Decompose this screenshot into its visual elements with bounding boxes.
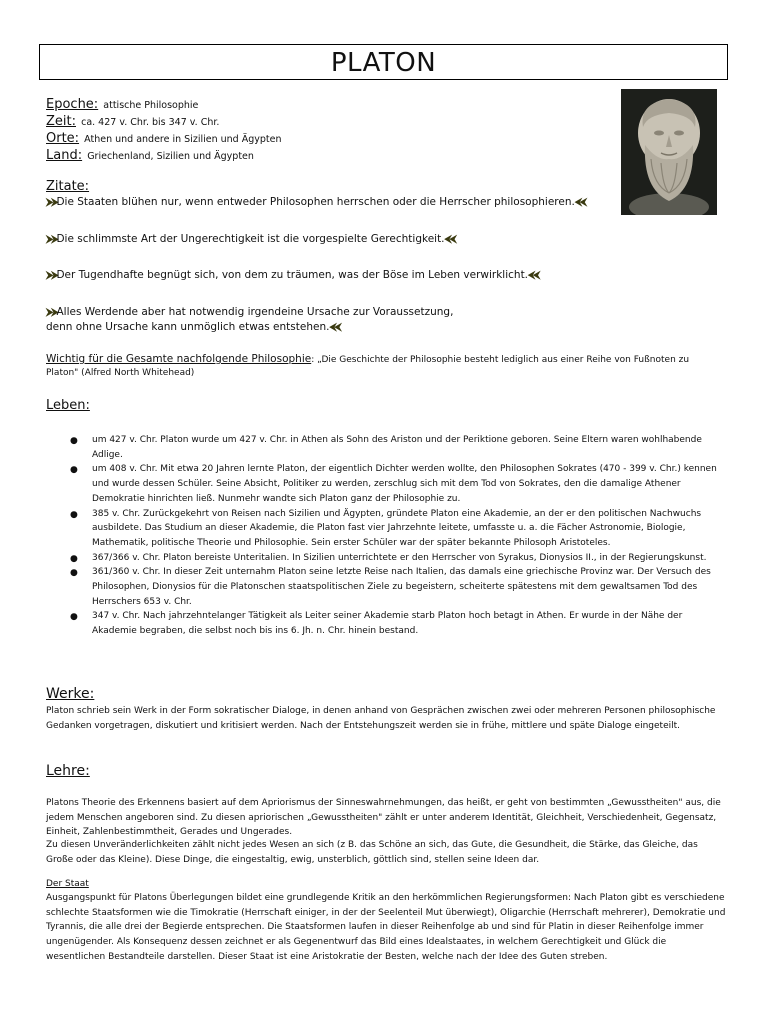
lehre-heading: Lehre:: [46, 763, 90, 779]
leben-list: [70, 433, 720, 639]
quote-3: [46, 268, 538, 283]
quote-text: Die Staaten blühen nur, wenn entweder Philosophen herrschen oder die Herrscher philosophieren.: [56, 196, 575, 208]
plato-bust-image: [621, 89, 717, 215]
bullet-icon: ●: [70, 553, 78, 564]
quote-4: [46, 305, 453, 320]
meta-land: [46, 144, 254, 163]
meta-label: Zeit:: [46, 114, 76, 129]
list-item: ● 347 v. Chr. Nach jahrzehntelanger Tätigkeit als Leiter seiner Akademie starb Platon hoch betagt in Athen. Er wurde in der Nähe der Akademie begraben, die selbst noch bis ins 6. Jh. n. Chr. hinein bestand.: [70, 611, 683, 637]
meta-label: Epoche:: [46, 97, 99, 112]
quote-text: Alles Werdende aber hat notwendig irgendeine Ursache zur Voraussetzung,: [56, 306, 454, 318]
bullet-icon: ●: [70, 436, 78, 446]
chevron-right-icon: ⮞⮞: [46, 270, 57, 281]
bullet-icon: ●: [70, 612, 78, 623]
chevron-left-icon: ⮜⮜: [444, 234, 455, 245]
chevron-left-icon: ⮜⮜: [329, 322, 340, 333]
quote-4-cont: [46, 320, 340, 335]
werke-text: Platon schrieb sein Werk in der Form sokratischer Dialoge, in denen anhand von Gesprächen zwischen zwei oder mehreren Personen philosophische Gedanken vorgetragen, diskutiert und kritisiert werden. Nach der Entstehungszeit werden sie in frühe, mittlere und späte Dialoge eingeteilt.: [46, 706, 716, 731]
bullet-icon: ●: [70, 465, 78, 476]
wichtig-text-cont: Platon" (Alfred North Whitehead): [46, 368, 195, 378]
werke-heading: Werke:: [46, 686, 95, 702]
quote-1: [46, 195, 585, 210]
quote-text: Die schlimmste Art der Ungerechtigkeit ist die vorgespielte Gerechtigkeit.: [56, 233, 445, 245]
lehre-paragraph-1: Platons Theorie des Erkennens basiert auf dem Apriorismus der Sinneswahrnehmungen, das heißt, er geht von bestimmten „Gewusstheiten" aus, die jedem Menschen angeboren sind. Zu diesen apriorischen „Gewusstheiten" zählt er unter anderem Identität, Gleichheit, Verschiedenheit, Gegensatz, Einheit, Zahlenbestimmtheit, Gerades und Ungerades.: [46, 798, 721, 838]
meta-label: Orte:: [46, 131, 80, 146]
zitate-heading: Zitate:: [46, 179, 90, 194]
quote-text: Der Tugendhafte begnügt sich, von dem zu träumen, was der Böse im Leben verwirklicht.: [56, 269, 529, 281]
meta-value: Griechenland, Sizilien und Ägypten: [87, 151, 254, 162]
chevron-right-icon: ⮞⮞: [46, 307, 57, 318]
chevron-left-icon: ⮜⮜: [528, 270, 539, 281]
chevron-right-icon: ⮞⮞: [46, 234, 57, 245]
bullet-icon: ●: [70, 509, 78, 520]
meta-value: attische Philosophie: [103, 100, 199, 111]
meta-label: Land:: [46, 148, 83, 163]
wichtig-label: Wichtig für die Gesamte nachfolgende Philosophie: [46, 353, 312, 365]
list-item: ● 361/360 v. Chr. In dieser Zeit unternahm Platon seine letzte Reise nach Italien, das damals eine griechische Provinz war. Der Versuch des Philosophen, Dionysios für die Platonschen staatspolitischen Ziele zu begeistern, scheiterte spätestens mit dem gewaltsamen Tod des Herrschers 653 v. Chr.: [70, 567, 711, 607]
list-item: ● 367/366 v. Chr. Platon bereiste Unteritalien. In Sizilien unterrichtete er den Herrscher von Syrakus, Dionysios II., in der Regierungskunst.: [70, 551, 720, 566]
staat-heading: Der Staat: [46, 879, 89, 889]
lehre-paragraph-2: Zu diesen Unveränderlichkeiten zählt nicht jedes Wesen an sich (z B. das Schöne an sich, das Gute, die Gesundheit, die Stärke, das Gleiche, das Große oder das Kleine). Diese Dinge, die eingestaltig, ewig, unsterblich, göttlich sind, stellen seine Ideen dar.: [46, 840, 698, 865]
quote-text: denn ohne Ursache kann unmöglich etwas entstehen.: [46, 321, 330, 333]
list-item: ● 385 v. Chr. Zurückgekehrt von Reisen nach Sizilien und Ägypten, gründete Platon eine Akademie, an der er den politischen Nachwuchs ausbildete. Das Studium an dieser Akademie, die Platon fast vier Jahrzehnte leitete, umfasste u. a. die Fächer Astronomie, Biologie, Mathematik, politische Theorie und Philosophie. Sein erster Schüler war der später bekannte Philosoph Aristoteles.: [70, 508, 702, 548]
meta-value: ca. 427 v. Chr. bis 347 v. Chr.: [81, 117, 220, 128]
meta-value: Athen und andere in Sizilien und Ägypten: [84, 134, 282, 145]
list-item: ● um 408 v. Chr. Mit etwa 20 Jahren lernte Platon, der eigentlich Dichter werden wollte, den Philosophen Sokrates (470 - 399 v. Chr.) kennen und wurde dessen Schüler. Seine Absicht, Politiker zu werden, zerschlug sich mit dem Tod von Sokrates, den die damalige Athener Demokratie hinrichten ließ. Nunmehr wandte sich Platon ganz der Philosophie zu.: [70, 464, 717, 504]
list-item: ● um 427 v. Chr. Platon wurde um 427 v. Chr. in Athen als Sohn des Ariston und der Periktione geboren. Seine Eltern waren wohlhabende Adlige.: [70, 435, 702, 460]
leben-heading: Leben:: [46, 398, 90, 413]
chevron-right-icon: ⮞⮞: [46, 197, 57, 208]
chevron-left-icon: ⮜⮜: [574, 197, 586, 208]
quote-2: [46, 232, 455, 247]
staat-text: Ausgangspunkt für Platons Überlegungen bildet eine grundlegende Kritik an den herkömmlichen Regierungsformen: Nach Platon gibt es verschiedene schlechte Staatsformen wie die Timokratie (Herrschaft einiger, in der der Seelenteil Mut überwiegt), Oligarchie (Herrschaft mehrerer), Demokratie und Tyrannis, die alle drei der Begierde entsprechen. Die Staatsformen laufen in dieser Reihenfolge ab und sind für Platin in dieser Reihenfolge immer ungenügender. Als Konsequenz dessen zeichnet er als Gegenentwurf das Bild eines Idealstaates, in welchem Gerechtigkeit und Glück die wesentlichen Bestandteile darstellen. Dieser Staat ist eine Aristokratie der Besten, welche nach der Idee des Guten streben.: [46, 893, 726, 962]
page-title: PLATON: [330, 48, 437, 78]
wichtig-text: : „Die Geschichte der Philosophie besteht lediglich aus einer Reihe von Fußnoten zu: [311, 355, 690, 365]
title-box: [39, 44, 728, 80]
bullet-icon: ●: [70, 568, 78, 579]
